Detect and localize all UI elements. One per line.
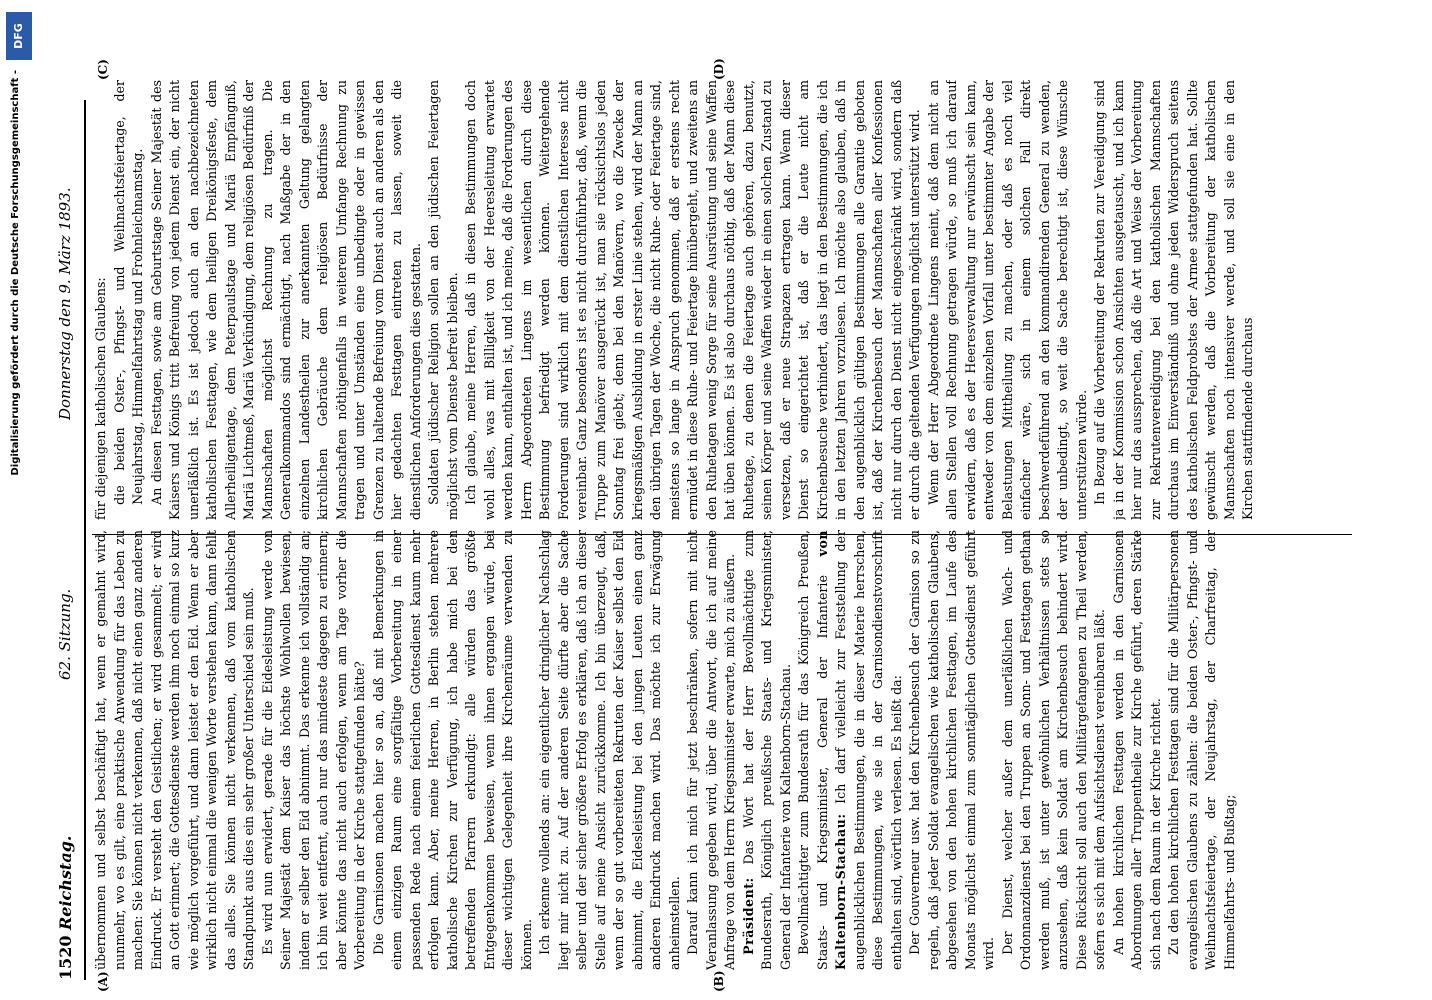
page-header bbox=[50, 100, 86, 980]
speaker-name: von Kaltenborn-Stachau: bbox=[814, 530, 848, 970]
paragraph: für diejenigen katholischen Glaubens: bbox=[93, 277, 108, 520]
margin-marker-d: (D) bbox=[712, 58, 726, 80]
speaker-role: Bevollmächtigter zum Bundesrath für das Königreich Preußen, Staats- und Kriegsminister, General der Infanterie bbox=[796, 530, 830, 970]
margin-marker-c: (C) bbox=[96, 59, 110, 80]
speaker-text: Ich darf vielleicht zur Feststellung der augenblicklichen Bestimmungen, die in dieser Materie herrschen, diese Bestimmungen, wie sie in der Garnisondienstvorschrift enthalten sind, wörtlich verlesen. Es heißt da: bbox=[833, 530, 904, 970]
paragraph: Ich glaube, meine Herren, daß in diesen Bestimmungen doch wohl alles, was mit Billigkeit von der Heeresleitung erwartet werden kann, enthalten ist, und ich meine, daß die Forderungen des Herrn Abgeordneten Lingens im wesentlichen durch diese Bestimmung befriedigt werden können. Weitergehende Forderungen sind wirklich mit dem dienstlichen Interesse nicht vereinbar. Ganz besonders ist es nicht durchführbar, daß, wenn die Truppe zum Manöver ausgerückt ist, man sie rücksichtslos jeden Sonntag frei giebt; denn bei den Manövern, wo die Zwecke der kriegsmäßigen Ausbildung in erster Linie stehen, wird der Mann an den übrigen Tagen der Woche, die nicht Ruhe- oder Feiertage sind, meistens so lange in Anspruch genommen, daß er erstens recht ermüdet in diese Ruhe- und Feiertage hinübergeht, und zweitens an den Ruhetagen wenig Sorge für seine Ausrüstung und seine Waffen hat üben können. Es ist also durchaus nöthig, daß der Mann diese Ruhetage, zu denen die Feiertage auch gehören, dazu benutzt, seinen Körper und seine Waffen wieder in einen solchen Zustand zu versetzen, daß er neue Strapazen ertragen kann. Wenn dieser Dienst so eingerichtet ist, daß er die Leute nicht am Kirchenbesuche verhindert, das liegt in den Bestimmungen, die ich in den letzten Jahren vorzulesen. Ich möchte also glauben, daß in den augenblicklich gültigen Bestimmungen alle Garantie geboten ist, daß der Kirchenbesuch der Mannschaften aller Konfessionen nicht nur durch den Dienst nicht eingeschränkt wird, sondern daß er durch die geltenden Verfügungen möglichst unterstützt wird. bbox=[463, 80, 922, 520]
quoted-paragraph: An hohen kirchlichen Festtagen werden in den Garnisonen Abordnungen aller Truppentheile zur Kirche geführt, deren Stärke sich nach dem Raum in der Kirche richtet. bbox=[1110, 530, 1163, 970]
session-date: Donnerstag den 9. März 1893. bbox=[56, 187, 74, 420]
margin-marker-a: (A) bbox=[96, 971, 110, 992]
right-column bbox=[92, 80, 1352, 520]
left-column bbox=[92, 530, 1352, 970]
quoted-paragraph: Zu den hohen kirchlichen Festtagen sind für die Militärpersonen evangelischen Glaubens zu zählen: die beiden Oster-, Pfingst- und Weihnachtsfeiertage, der Neujahrstag, der Charfreitag, der Himmelfahrts- und Bußtag; bbox=[1166, 530, 1237, 970]
quoted-paragraph: An diesen Festtagen, sowie am Geburtstage Seiner Majestät des Kaisers und Königs tritt Befreiung von jedem Dienst ein, der nicht unerläßlich ist. Es ist jedoch auch an den nachbezeichneten katholischen Festtagen, wie dem heiligen Dreikönigsfeste, dem Allerheiligentage, dem Peterpaulstage und Mariä Empfängniß, Mariä Lichtmeß, Mariä Verkündigung, dem religiösen Bedürfniß der Mannschaften möglichst Rechnung zu tragen. Die Generalkommandos sind ermächtigt, nach Maßgabe der in den einzelnen Landestheilen zur anerkannten Geltung gelangten kirchlichen Gebräuche dem religiösen Bedürfnisse der Mannschaften nöthigenfalls in weiterem Umfange Rechnung zu tragen und unter Umständen eine unbedingte oder in gewissen Grenzen zu haltende Befreiung vom Dienst auch an anderen als den hier gedachten Festtagen eintreten zu lassen, soweit die dienstlichen Anforderungen dies gestatten. bbox=[148, 80, 423, 520]
paragraph: In Bezug auf die Vorbereitung der Rekruten zur Vereidigung sind ja in der Kommission schon Ansichten ausgetauscht, und ich kann hier nur das aussprechen, daß die Art und Weise der Vorbereitung zur Rekrutenvereidigung bei den katholischen Mannschaften durchaus im Einverständniß und ohne jeden Widerspruch seitens des katholischen Feldprobstes der Armee stattgefunden hat. Sollte gewünscht werden, daß die Vorbereitung der katholischen Mannschaften noch intensiver werde, und soll sie eine in den Kirchen stattfindende durchaus bbox=[1092, 80, 1255, 520]
paragraph: Es wird nun erwidert, gerade für die Eidesleistung werde von Seiner Majestät dem Kaiser das höchste Wohlwollen bewiesen, indem er selber den Eid abnimmt. Das erkenne ich vollständig an; ich bin weit entfernt, auch nur das mindeste dagegen zu erinnern; aber könnte das nicht auch erfolgen, wenn am Tage vorher die Vorbereitung in der Kirche stattgefunden hätte? bbox=[259, 530, 367, 970]
quoted-paragraph: Der Gouverneur usw. hat den Kirchenbesuch der Garnison so zu regeln, daß jeder Soldat evangelischen wie katholischen Glaubens, abgesehen von den hohen kirchlichen Festtagen, im Laufe des Monats möglichst einmal zum sonntäglichen Gottesdienst geführt wird. bbox=[907, 530, 996, 970]
session-title: 62. Sitzung. bbox=[56, 588, 74, 680]
section-title: Reichstag. bbox=[56, 835, 75, 930]
speaker-paragraph bbox=[740, 530, 796, 970]
paragraph: Ich erkenne vollends an: ein eigentlicher dringlicher Nachschlag liegt mir nicht zu. Auf der anderen Seite dürfte aber die Sache selber und der sicher größere Erfolg es erklären, daß ich an dieser Stelle auf meine Ansicht zurückkomme. Ich bin überzeugt, daß, wenn der so gut vorbereiteten Rekruten der Kaiser selbst den Eid abnimmt, die Eidesleistung bei den jungen Leuten einen ganz anderen Eindruck machen wird. Das möchte ich zur Erwägung anheimstellen. bbox=[537, 530, 682, 970]
speaker-text: Das Wort hat der Herr Bevollmächtigte zum Bundesrath, Königlich preußische Staats- und Kriegsminister, General der Infanterie von Kaltenborn-Stachau. bbox=[740, 530, 793, 970]
speaker-name: Präsident: bbox=[740, 877, 756, 955]
paragraph: Die Garnisonen machen hier so an, daß mit Bemerkungen in einem einzigen Raum eine sorgfältige Vorbereitung in einer passenden Rede nach einem feierlichen Gottesdienst kaum mehr erfolgen kann. Aber, meine Herren, in Berlin stehen mehrere katholische Kirchen zur Verfügung, ich habe mich bei den betreffenden Pfarrern erkundigt: alle würden das größte Entgegenkommen beweisen, wenn ihnen ergangen würde, bei dieser wichtigen Gelegenheit ihre Kirchenräume verwenden zu können. bbox=[370, 530, 534, 970]
paragraph: Wenn der Herr Abgeordnete Lingens meint, daß dem nicht an allen Stellen voll Rechnung getragen würde, so muß ich darauf erwidern, daß es der Heeresverwaltung nur erwünscht sein kann, entweder von dem einzelnen Vorfall unter bestimmter Angabe der Belastungen Mittheilung zu machen, oder daß es noch viel einfacher wäre, sich in einem solchen Fall direkt beschwerdeführend an den kommandirenden General zu wenden, der unbedingt, so weit die Sache berechtigt ist, diese Wünsche unterstützen würde. bbox=[925, 80, 1089, 520]
digitization-credit-bar bbox=[0, 0, 36, 1000]
margin-marker-b: (B) bbox=[712, 970, 726, 992]
paragraph: Darauf kann ich mich für jetzt beschränken, sofern mit nicht Veranlassung gegeben wird, über die Antwort, die ich auf meine Anfrage von dem Herrn Kriegsminister erwarte, mich zu äußern. bbox=[685, 530, 737, 970]
paragraph: übernommen und selbst beschäftigt hat, wenn er gemahnt wird, nunmehr, wo es gilt, eine praktische Anwendung für das Leben zu machen: Sie können nicht verkennen, daß nicht einen ganz anderen Eindruck. Er versteht den Geistlichen; er wird gesammelt; er wird an Gott erinnert; die Gottesdienste werden ihm noch einmal so kurz wie möglich vorgeführt, und dann leistet er den Eid. Wenn er aber wirklich nicht einmal die wenigen Worte verstehen kann, dann fehlt das alles. Sie können nicht verkennen, daß vom katholischen Standpunkt aus dies ein sehr großer Unterschied sein muß. bbox=[93, 530, 256, 970]
quoted-paragraph: Soldaten jüdischer Religion sollen an den jüdischen Feiertagen möglichst vom Dienste befreit bleiben. bbox=[426, 80, 460, 520]
list-item: die beiden Oster-, Pfingst- und Weihnachtsfeiertage, der Neujahrstag, Himmelfahrtstag und Frohnleichnamstag. bbox=[111, 80, 145, 505]
dfg-logo: DFG bbox=[6, 12, 32, 60]
digitization-credit: Digitalisierung gefördert durch die Deutsche Forschungsgemeinschaft - bbox=[10, 70, 21, 476]
quoted-paragraph: Der Dienst, welcher außer dem unerläßlichen Wach- und Ordonnanzdienst bei den Truppen an Sonn- und Festtagen gethan werden muß, ist unter gewöhnlichen Verhältnissen stets so anzusehen, daß kein Soldat am Kirchenbesuch behindert wird. Diese Rücksicht soll auch den Militärgefangenen zu Theil werden, sofern es sich mit dem Aufsichtsdienst vereinbaren läßt. bbox=[999, 530, 1107, 970]
speaker-paragraph bbox=[795, 530, 906, 970]
page-number: 1520 bbox=[56, 935, 75, 980]
